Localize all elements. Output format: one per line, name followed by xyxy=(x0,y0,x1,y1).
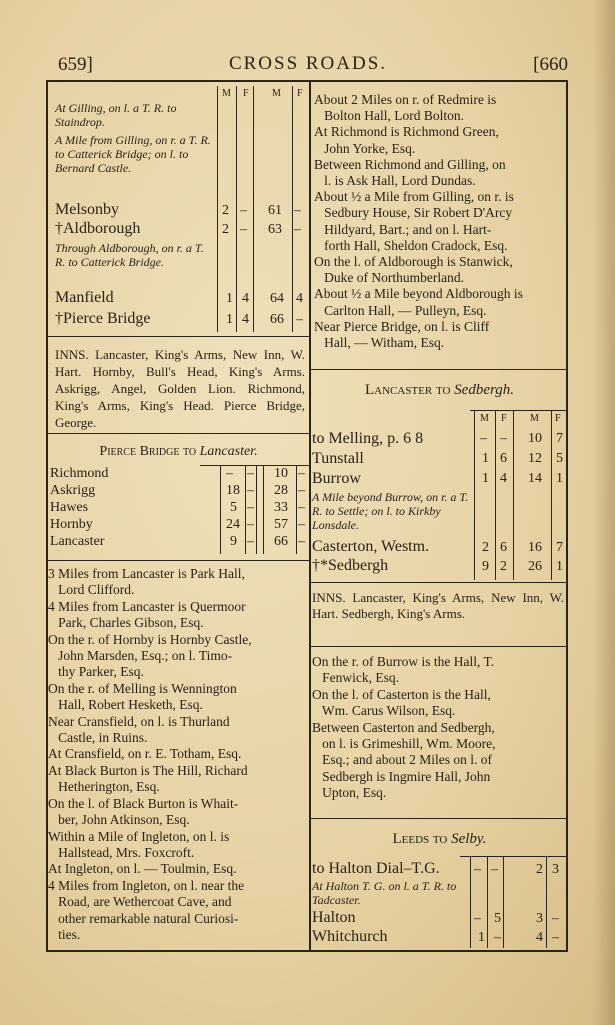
note-line: Bolton Hall, Lord Bolton. xyxy=(314,108,464,124)
miles: 2 xyxy=(222,222,229,237)
table-rule xyxy=(236,86,237,332)
note-line: ties. xyxy=(48,926,81,942)
note-line: Upton, Esq. xyxy=(312,785,387,801)
total-miles: 57 xyxy=(274,517,288,532)
route-stage: Burrow xyxy=(312,470,361,487)
route-stage: †*Sedbergh xyxy=(312,557,389,574)
miles: 1 xyxy=(226,291,233,306)
table-rule xyxy=(546,856,547,948)
note-line: On the r. of Hornby is Hornby Castle, xyxy=(48,631,252,647)
note-line: thy Parker, Esq. xyxy=(48,664,144,680)
total-miles: 64 xyxy=(270,291,284,306)
total-furlongs: 4 xyxy=(296,291,303,306)
route-stage: Manfield xyxy=(55,289,114,306)
miles: 1 xyxy=(482,471,489,486)
note-line: Sedbergh is Ingmire Hall, John xyxy=(312,768,491,784)
miles: – xyxy=(474,862,481,877)
route-stage: Casterton, Westm. xyxy=(312,538,430,555)
col-head-total-m: M xyxy=(272,88,281,99)
table-rule xyxy=(495,410,496,580)
note-line: John Yorke, Esq. xyxy=(314,140,416,156)
total-miles: 3 xyxy=(536,911,543,926)
note-line: Castle, in Ruins. xyxy=(48,730,148,746)
table-rule xyxy=(245,466,246,554)
section-rule xyxy=(311,369,568,370)
section-rule xyxy=(311,582,568,583)
total-furlongs: – xyxy=(298,500,305,515)
note-line: At Cransfield, on r. E. Totham, Esq. xyxy=(48,746,242,762)
note-line: At Ingleton, on l. — Toulmin, Esq. xyxy=(48,861,237,877)
total-miles: 4 xyxy=(536,930,543,945)
note-line: on l. is Grimeshill, Wm. Moore, xyxy=(312,736,496,752)
total-miles: 10 xyxy=(528,431,542,446)
section-rule xyxy=(200,465,309,466)
table-rule xyxy=(263,466,264,554)
table-rule xyxy=(470,856,471,948)
note-line: Esq.; and about 2 Miles on l. of xyxy=(312,752,492,768)
note-line: About ½ a Mile from Gilling, on r. is xyxy=(314,189,514,205)
table-rule xyxy=(217,86,218,332)
total-miles: 28 xyxy=(274,483,288,498)
table-rule xyxy=(513,410,514,580)
furlongs: – xyxy=(500,431,507,446)
table-title: Lancaster to Sedbergh. xyxy=(364,382,515,398)
note-line: About ½ a Mile beyond Aldborough is xyxy=(314,286,523,302)
note-line: ber, John Atkinson, Esq. xyxy=(48,812,190,828)
furlongs: 5 xyxy=(494,911,501,926)
furlongs: – xyxy=(247,534,254,549)
table-rule xyxy=(487,856,488,948)
total-furlongs: – xyxy=(294,222,301,237)
note-line: 4 Miles from Ingleton, on l. near the xyxy=(48,877,245,893)
table-rule xyxy=(474,410,475,580)
furlongs: – xyxy=(247,483,254,498)
col-head-total-f: F xyxy=(555,413,561,424)
total-furlongs: 7 xyxy=(556,540,563,555)
total-furlongs: – xyxy=(298,517,305,532)
furlongs: 4 xyxy=(242,291,249,306)
col-head-f: F xyxy=(501,413,507,424)
note-line: Carlton Hall, — Pulleyn, Esq. xyxy=(314,302,487,318)
note-line: Hildyard, Bart.; and on l. Hart- xyxy=(314,221,492,237)
table-row-place: Hawes xyxy=(50,500,89,515)
table-rule xyxy=(220,466,221,554)
note-line: Sedbury House, Sir Robert D'Arcy xyxy=(314,205,513,221)
total-furlongs: – xyxy=(296,312,303,327)
note-line: forth Hall, Sheldon Cradock, Esq. xyxy=(314,237,508,253)
route-stage: †Aldborough xyxy=(55,220,141,237)
total-furlongs: – xyxy=(298,483,305,498)
route-stage: to Melling, p. 6 8 xyxy=(312,430,424,447)
col-head-total-f: F xyxy=(297,88,303,99)
col-head-m: M xyxy=(222,88,231,99)
note-line: Hall, Robert Hesketh, Esq. xyxy=(48,697,203,713)
note-line: On the l. of Black Burton is Whait- xyxy=(48,795,239,811)
route-note: A Mile from Gilling, on r. a T. R. to Catterick Bridge; on l. to Bernard Castle. xyxy=(55,133,211,175)
furlongs: – xyxy=(494,930,501,945)
note-line: Hetherington, Esq. xyxy=(48,779,160,795)
total-miles: 66 xyxy=(274,534,288,549)
note-line: On the r. of Burrow is the Hall, T. xyxy=(312,654,495,669)
furlongs: – xyxy=(247,517,254,532)
route-note: A Mile beyond Burrow, on r. a T. R. to Settle; on l. to Kirkby Lonsdale. xyxy=(312,490,469,532)
route-stage: Whitchurch xyxy=(312,928,388,945)
note-line: 4 Miles from Lancaster is Quermoor xyxy=(48,598,246,614)
furlongs: 4 xyxy=(242,312,249,327)
note-line: Between Casterton and Sedbergh, xyxy=(312,719,495,735)
table-row-place: Richmond xyxy=(50,466,109,481)
inns-paragraph: INNS. Lancaster, King's Arms, New Inn, W. Hart. Hornby, Bull's Head, King's Arms. Askrigg, Angel, Golden Lion. Richmond, King's Arms, King's Head. Pierce Bridge, George. xyxy=(55,347,305,430)
column-divider xyxy=(309,80,311,952)
route-note: Through Aldborough, on r. a T. R. to Catterick Bridge. xyxy=(55,241,204,269)
table-rule xyxy=(503,856,504,948)
lancaster-notes xyxy=(312,654,566,802)
note-line: Lord Clifford. xyxy=(48,582,135,598)
total-miles: 16 xyxy=(528,540,542,555)
note-line: Between Richmond and Gilling, on xyxy=(314,156,506,172)
miles: 5 xyxy=(230,500,237,515)
miles: 1 xyxy=(478,930,485,945)
note-line: Fenwick, Esq. xyxy=(312,670,399,686)
total-miles: 63 xyxy=(268,222,282,237)
note-line: On the r. of Melling is Wennington xyxy=(48,680,237,696)
note-line: l. is Ask Hall, Lord Dundas. xyxy=(314,173,476,189)
total-furlongs: 3 xyxy=(552,862,559,877)
note-line: other remarkable natural Curiosi- xyxy=(48,910,239,926)
note-line: Hall, — Witham, Esq. xyxy=(314,335,445,351)
note-line: Duke of Northumberland. xyxy=(314,270,464,286)
pierce-notes xyxy=(48,566,306,943)
inns-paragraph: INNS. Lancaster, King's Arms, New Inn, W. Hart. Sedbergh, King's Arms. xyxy=(312,590,564,621)
furlongs: 2 xyxy=(500,559,507,574)
table-row-place: Askrigg xyxy=(50,483,96,498)
total-furlongs: 1 xyxy=(556,559,563,574)
section-rule xyxy=(460,856,568,857)
section-rule xyxy=(48,560,309,561)
total-furlongs: – xyxy=(298,534,305,549)
total-miles: 14 xyxy=(528,471,542,486)
page-number-left: 659] xyxy=(58,54,93,75)
note-line: At Black Burton is The Hill, Richard xyxy=(48,762,248,778)
total-furlongs: – xyxy=(552,911,559,926)
section-rule xyxy=(48,336,309,337)
section-rule xyxy=(311,818,568,819)
section-rule xyxy=(470,410,568,411)
miles: 2 xyxy=(482,540,489,555)
page-header xyxy=(48,52,568,80)
total-miles: 61 xyxy=(268,203,282,218)
note-line: On the l. of Casterton is the Hall, xyxy=(312,686,491,702)
total-furlongs: – xyxy=(298,466,305,481)
miles: 9 xyxy=(230,534,237,549)
note-line: Wm. Carus Wilson, Esq. xyxy=(312,703,456,719)
col-head-m: M xyxy=(480,413,489,424)
right-notes xyxy=(314,92,566,351)
route-note: At Gilling, on l. a T. R. to Staindrop. xyxy=(55,101,177,129)
table-rule xyxy=(292,86,293,332)
note-line: On the l. of Aldborough is Stanwick, xyxy=(314,254,513,270)
total-miles: 66 xyxy=(270,312,284,327)
note-line: 3 Miles from Lancaster is Park Hall, xyxy=(48,566,245,581)
col-head-total-m: M xyxy=(530,413,539,424)
furlongs: 6 xyxy=(500,451,507,466)
route-stage: to Halton Dial–T.G. xyxy=(312,860,440,877)
total-miles: 2 xyxy=(536,862,543,877)
total-furlongs: – xyxy=(552,930,559,945)
miles: 24 xyxy=(226,517,240,532)
table-rule xyxy=(296,466,297,554)
note-line: At Richmond is Richmond Green, xyxy=(314,124,499,140)
miles: – xyxy=(226,466,233,481)
route-stage: Melsonby xyxy=(55,201,119,218)
total-miles: 26 xyxy=(528,559,542,574)
table-title: Pierce Bridge to Lancaster. xyxy=(99,444,258,459)
note-line: Road, are Wethercoat Cave, and xyxy=(48,894,232,910)
total-furlongs: 1 xyxy=(556,471,563,486)
miles: – xyxy=(480,431,487,446)
note-line: Within a Mile of Ingleton, on l. is xyxy=(48,828,230,844)
furlongs: – xyxy=(240,222,247,237)
note-line: John Marsden, Esq.; on l. Timo- xyxy=(48,648,233,664)
miles: 9 xyxy=(482,559,489,574)
miles: 18 xyxy=(226,483,240,498)
note-line: Park, Charles Gibson, Esq. xyxy=(48,615,204,631)
page-number-right: [660 xyxy=(533,54,568,75)
route-stage: †Pierce Bridge xyxy=(55,310,151,327)
route-stage: Halton xyxy=(312,909,356,926)
furlongs: – xyxy=(247,466,254,481)
miles: 1 xyxy=(226,312,233,327)
col-head-f: F xyxy=(243,88,249,99)
table-rule xyxy=(256,466,257,554)
furlongs: – xyxy=(491,862,498,877)
table-rule xyxy=(551,410,552,580)
note-line: Near Pierce Bridge, on l. is Cliff xyxy=(314,318,490,334)
note-line: Hallstead, Mrs. Foxcroft. xyxy=(48,844,195,860)
route-stage: Tunstall xyxy=(312,450,364,467)
total-miles: 12 xyxy=(528,451,542,466)
total-furlongs: – xyxy=(294,203,301,218)
page-title: CROSS ROADS. xyxy=(228,53,388,74)
table-row-place: Lancaster xyxy=(50,534,105,549)
furlongs: – xyxy=(240,203,247,218)
miles: – xyxy=(474,911,481,926)
page-spine-shadow xyxy=(593,0,615,1025)
section-rule xyxy=(311,646,568,647)
note-line: Near Cransfield, on l. is Thurland xyxy=(48,713,230,729)
route-note: At Halton T. G. on l. a T. R. to Tadcaster. xyxy=(312,879,457,907)
miles: 1 xyxy=(482,451,489,466)
table-rule xyxy=(253,86,254,332)
furlongs: – xyxy=(247,500,254,515)
miles: 2 xyxy=(222,203,229,218)
total-furlongs: 7 xyxy=(556,431,563,446)
furlongs: 6 xyxy=(500,540,507,555)
furlongs: 4 xyxy=(500,471,507,486)
table-row-place: Hornby xyxy=(50,517,93,532)
total-miles: 33 xyxy=(274,500,288,515)
section-rule xyxy=(48,433,309,434)
total-furlongs: 5 xyxy=(556,451,563,466)
note-line: About 2 Miles on r. of Redmire is xyxy=(314,92,497,107)
total-miles: 10 xyxy=(274,466,288,481)
table-title: Leeds to Selby. xyxy=(392,831,487,847)
